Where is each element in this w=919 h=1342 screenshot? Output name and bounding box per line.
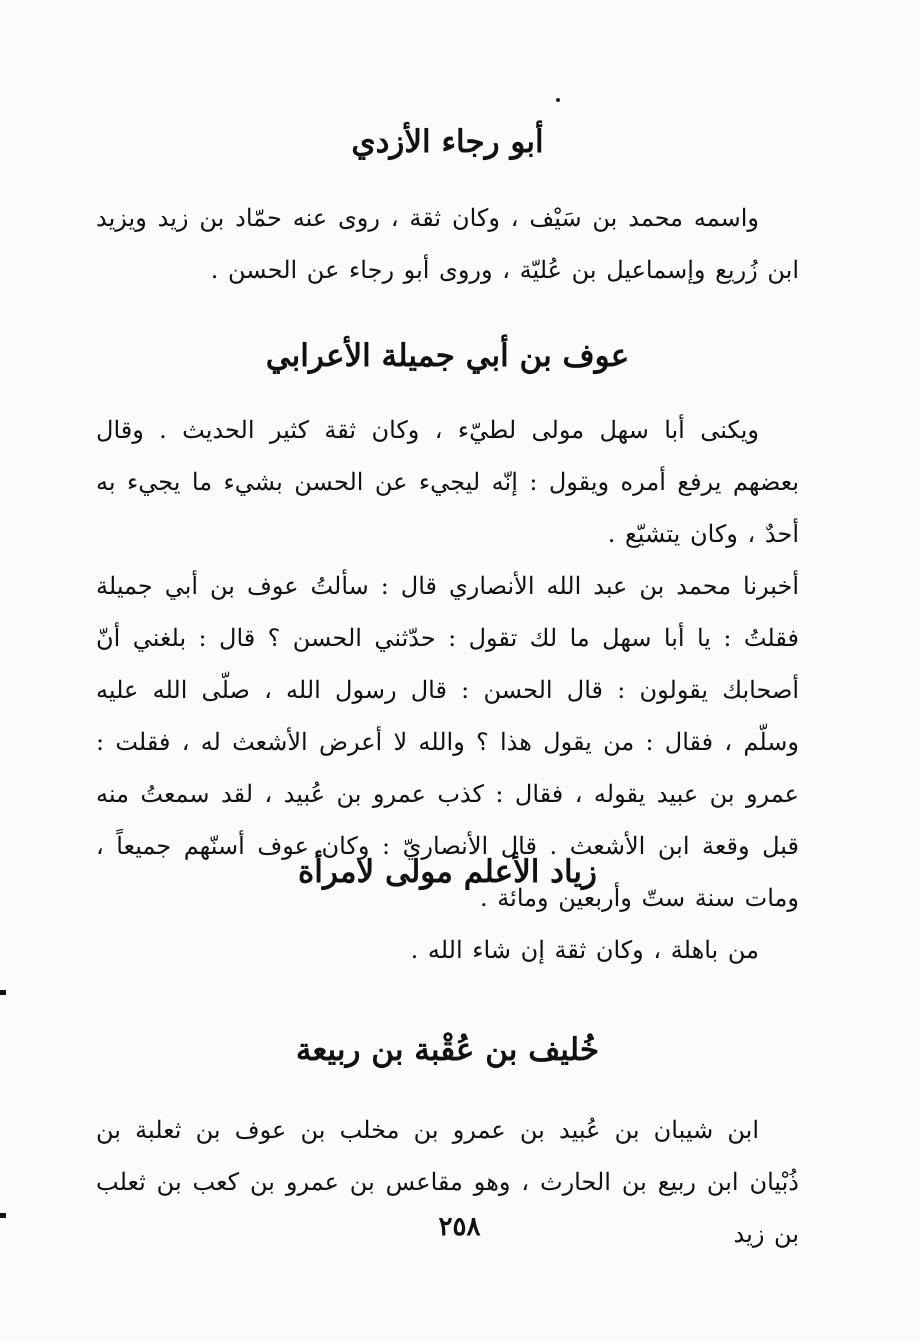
scan-edge-mark: [0, 1213, 6, 1218]
scan-edge-mark: [0, 990, 6, 995]
page-number: ٢٥٨: [438, 1212, 481, 1242]
section-title-awf: عوف بن أبي جميلة الأعرابي: [265, 338, 630, 374]
section-title-ziyad: زياد الأعلم مولى لامرأة: [297, 854, 598, 890]
section-title-abu-raja: أبو رجاء الأزدي: [351, 124, 544, 160]
paragraph: أخبرنا محمد بن عبد الله الأنصاري قال : سألتُ عوف بن أبي جميلة فقلتُ : يا أبا سهل ما لك تقول : حدّثني الحسن ؟ قال : بلغني أنّ أصحابك يقولون : قال الحسن : قال رسول الله ، صلّى الله عليه وسلّم ، فقال : من يقول هذا ؟ والله لا أعرض الأشعث له ، فقلت : عمرو بن عبيد يقوله ، فقال : كذب عمرو بن عُبيد ، لقد سمعتُ منه قبل وقعة ابن الأشعث . قال الأنصاريّ : وكان عوف أسنّهم جميعاً ، ومات سنة ستّ وأربعين ومائة .: [96, 572, 799, 912]
section-title-khulayf: خُليف بن عُقْبة بن ربيعة: [295, 1032, 600, 1068]
paragraph: ابن شيبان بن عُبيد بن عمرو بن مخلب بن عوف بن ثعلبة بن ذُبْيان ابن ربيع بن الحارث ، وهو مقاعس بن عمرو بن كعب بن ثعلب بن زيد: [96, 1116, 799, 1248]
paragraph: واسمه محمد بن سَيْف ، وكان ثقة ، روى عنه حمّاد بن زيد ويزيد ابن زُريع وإسماعيل بن عُليّة ، وروى أبو رجاء عن الحسن .: [96, 204, 799, 284]
paragraph: ويكنى أبا سهل مولى لطيّء ، وكان ثقة كثير الحديث . وقال بعضهم يرفع أمره ويقول : إنّه ليجيء عن الحسن بشيء ما يجيء به أحدٌ ، وكان يتشيّع .: [96, 416, 799, 548]
paragraph: من باهلة ، وكان ثقة إن شاء الله .: [410, 936, 759, 964]
section-body-awf: [96, 404, 799, 924]
section-body-abu-raja: [96, 192, 799, 296]
ink-speck: [556, 98, 560, 102]
section-body-ziyad: [96, 924, 799, 976]
